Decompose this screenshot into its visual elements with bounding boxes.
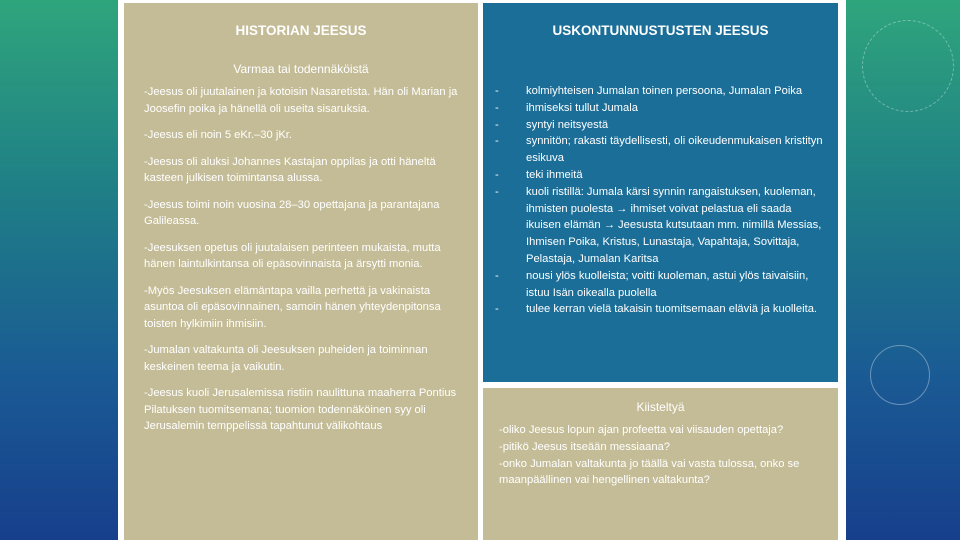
decorative-circle [870, 345, 930, 405]
creed-item-text: kuoli ristillä: Jumala kärsi synnin rangaistuksen, kuoleman, ihmisten puolesta → ihmiset voivat pelastua eli saada ikuisen elämän → Jeesusta kutsutaan mm. nimillä Messias, Ihmisen Poika, Kristus, Lunastaja, Vapahtaja, Sovittaja, Pelastaja, Jumalan Karitsa [526, 185, 822, 265]
bullet-dash: - [495, 101, 499, 114]
disputed-questions [499, 422, 822, 489]
list-item [495, 167, 826, 184]
historical-fact: -Jeesus eli noin 5 eKr.–30 jKr. [144, 129, 293, 141]
historical-facts [144, 84, 458, 435]
historical-fact: -Jeesus toimi noin vuosina 28–30 opettajana ja parantajana Galileassa. [144, 198, 440, 227]
creed-item-text: tulee kerran vielä takaisin tuomitsemaan eläviä ja kuolleita. [526, 303, 818, 316]
historical-fact: -Jumalan valtakunta oli Jeesuksen puheiden ja toiminnan keskeinen teema ja vaikutin. [144, 344, 428, 373]
creed-item-text: ihmiseksi tullut Jumala [526, 101, 638, 114]
disputed-question: -oliko Jeesus lopun ajan profeetta vai viisauden opettaja? [499, 424, 784, 436]
disputed-panel [483, 388, 838, 540]
list-item [495, 100, 826, 117]
list-item [495, 117, 826, 134]
disputed-question: -pitikö Jeesus itseään messiaana? [499, 440, 671, 453]
list-item [495, 301, 826, 318]
historical-fact: -Jeesus kuoli Jerusalemissa ristiin naulittuna maaherra Pontius Pilatuksen tuomitsemana; tuomion todennäköinen syy oli Jerusalemin temppelissä tapahtunut välikohtaus [144, 387, 457, 432]
panel-title: HISTORIAN JEESUS [235, 23, 367, 38]
bullet-dash: - [495, 185, 499, 198]
historical-fact: -Jeesus oli aluksi Johannes Kastajan oppilas ja otti häneltä kasteen julkisen toimintansa alussa. [144, 155, 436, 184]
creed-item-text: kolmiyhteisen Jumalan toinen persoona, Jumalan Poika [526, 85, 803, 97]
creed-item-text: teki ihmeitä [526, 168, 583, 181]
bullet-dash: - [495, 85, 499, 97]
bullet-dash: - [495, 118, 499, 131]
list-item [495, 83, 826, 100]
creed-item-text: synnitön; rakasti täydellisesti, oli oikeudenmukaisen kristityn esikuva [526, 135, 823, 165]
historical-fact: -Myös Jeesuksen elämäntapa vailla perhettä ja vakinaista asuntoa oli epäsovinnainen, samoin hänen yhteydenpitonsa toisten hylkimiin ihmisiin. [144, 284, 441, 330]
creed-item-text: syntyi neitsyestä [526, 118, 609, 131]
bullet-dash: - [495, 303, 499, 316]
historical-fact: -Jeesuksen opetus oli juutalaisen perinteen mukaista, mutta hänen laintulkintansa oli epäsovinnaista ja ärsytti monia. [144, 241, 441, 270]
creed-item-text: nousi ylös kuolleista; voitti kuoleman, astui ylös taivaisiin, istuu Isän oikealla puolella [526, 269, 809, 299]
panel-title: Kiisteltyä [636, 400, 685, 414]
bullet-dash: - [495, 269, 499, 282]
historical-fact: -Jeesus oli juutalainen ja kotoisin Nasaretista. Hän oli Marian ja Joosefin poika ja hänellä oli useita sisaruksia. [144, 86, 458, 115]
creed-jesus-panel [483, 3, 838, 382]
list-item [495, 184, 826, 268]
list-item [495, 268, 826, 302]
list-item [495, 133, 826, 167]
panel-title: USKONTUNNUSTUSTEN JEESUS [552, 23, 769, 38]
creed-list [495, 83, 826, 318]
decorative-arc [862, 20, 954, 112]
historical-jesus-panel [124, 3, 478, 540]
bullet-dash: - [495, 135, 499, 148]
bullet-dash: - [495, 168, 499, 181]
panel-subtitle: Varmaa tai todennäköistä [233, 62, 369, 76]
disputed-question: -onko Jumalan valtakunta jo täällä vai vasta tulossa, onko se maanpäällinen vai hengellinen valtakunta? [499, 457, 800, 487]
